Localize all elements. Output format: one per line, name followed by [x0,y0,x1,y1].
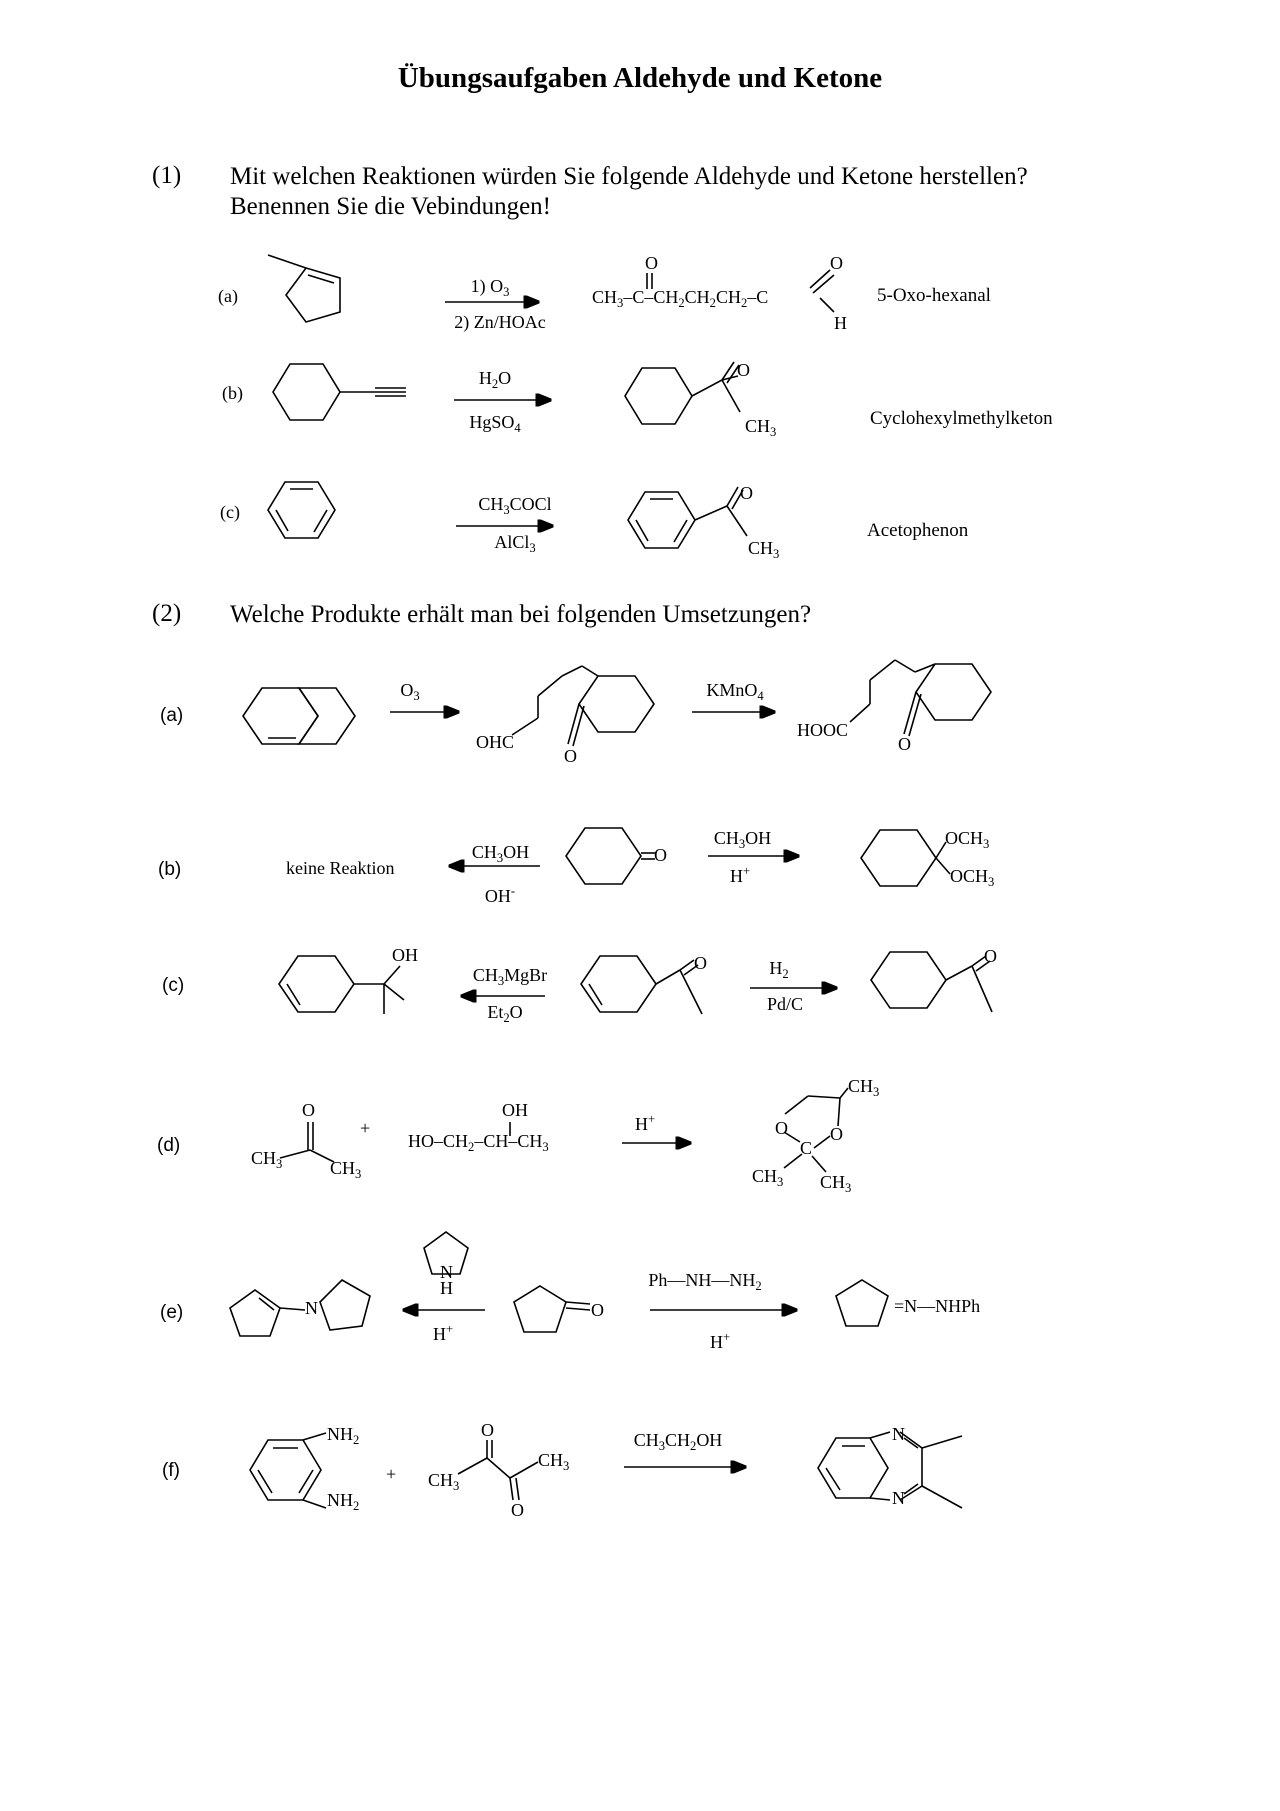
s2d-plus: + [360,1118,371,1138]
s2f-nh2-1: $NH_2$ [327,1424,360,1447]
s2f-diketone-structure [458,1440,538,1500]
s1b-reagent-bottom: HgSO$_4$ [469,412,521,435]
s2e-cyclopentanone-structure [514,1286,590,1332]
s2-item-f-label: (f) [162,1460,180,1481]
s2b-reagent-left-top: $CH_3OH$ [471,842,530,865]
s2f-ch3-left: $CH_3$ [428,1470,460,1493]
s2b-reagent-right-bottom: H+ [729,864,751,886]
s2a-hooc: HOOC [797,720,849,740]
s2c-o2: O [984,946,997,966]
s1c-product-CH3: $CH_3$ [748,538,780,561]
s2e-product-text: =N—NHPh [894,1296,981,1316]
s2d-prod-CH3-right: $CH_3$ [820,1172,852,1195]
s1b-product-O: O [737,360,750,380]
s1c-reagent-top: $CH_3COCl$ [478,494,552,517]
s2d-reagent: H+ [634,1112,656,1134]
s2a-reagent2: KMnO$_4$ [706,680,764,703]
s2-item-e-label: (e) [160,1302,184,1323]
s2c-o1: O [694,953,707,973]
s2f-diamine-structure [250,1433,326,1508]
s1a-product-bonds [647,270,834,312]
s2e-enamine-N: N [305,1298,318,1318]
s2a-octalin-structure [243,688,355,744]
s1-item-b-label: (b) [222,383,243,403]
s2c-alcohol-structure [279,956,404,1014]
s2f-nh2-2: $NH_2$ [327,1490,360,1513]
s2a-product-structure [850,660,991,736]
s2-item-a-label: (a) [160,705,184,726]
s2-item-c-label: (c) [162,975,185,996]
s1a-product-O2: O [830,253,843,273]
s2b-acetal-structure [861,830,950,886]
s2d-prod-CH3-left: $CH_3$ [752,1166,784,1189]
s2d-ketone-CH3-right: $CH_3$ [330,1158,362,1181]
s2b-o: O [654,845,667,865]
s2e-ketone-O: O [591,1300,604,1320]
s2-item-d-label: (d) [157,1135,181,1156]
s1a-product-formula: $CH_3-C-CH_2CH_2CH_2-C$ [592,287,769,310]
s2f-quinoxaline-structure [818,1432,962,1508]
s2b-och3-1: $OCH_3$ [945,828,990,851]
s1c-product-structure [628,487,747,548]
s2d-diol-OH: OH [502,1100,528,1120]
s1a-reagent-bottom: 2) Zn/HOAc [454,312,546,332]
s2d-ketone-O: O [302,1100,315,1120]
s1b-name: Cyclohexylmethylketon [870,408,1053,429]
s1b-reagent-top: $H_2O$ [478,368,512,391]
s2e-reagent-left-bottom: H+ [432,1322,454,1344]
s1b-reactant-structure [273,364,406,420]
s2f-plus: + [386,1464,397,1484]
s2c-reagent-right-bottom: Pd/C [766,994,804,1014]
s2a-o1: O [564,746,577,766]
s2b-cyclohexanone-structure [566,828,655,884]
s2c-reagent-left-bottom: $Et_2O$ [487,1002,523,1025]
s1c-name: Acetophenon [867,520,969,541]
s2e-reagent-right-top: $Ph—NH—NH_2$ [648,1270,762,1293]
s2c-reagent-right-top: $H_2$ [769,958,789,981]
s2d-prod-C: C [800,1138,813,1158]
section1-question-line2: Benennen Sie die Vebindungen! [230,193,551,220]
s1-item-a-label: (a) [218,286,238,306]
s2e-pyrrolidine-structure [424,1232,468,1274]
s2a-ohc: OHC [476,732,515,752]
page-title: Übungsaufgaben Aldehyde und Ketone [397,62,883,94]
section1-number: (1) [152,162,182,189]
s2c-product-structure [871,952,992,1012]
s1c-reactant-structure [268,482,335,538]
s1c-reagent-bottom: AlCl$_3$ [494,532,536,555]
s2d-prod-O2: O [830,1124,843,1144]
s2b-och3-2: $OCH_3$ [950,866,995,889]
s2f-ch3-right: $CH_3$ [538,1450,570,1473]
s2b-reagent-left-bottom: OH- [484,884,516,906]
s1a-reactant-structure [268,255,340,322]
section2-question: Welche Produkte erhält man bei folgenden Umsetzungen? [230,601,812,628]
s2f-reagent: $CH_3CH_2OH$ [633,1430,723,1453]
s2d-diol: $HO-CH_2-CH-CH_3$ [408,1131,549,1154]
s2d-acetone-bonds [280,1122,510,1162]
s1a-product-H: H [834,313,847,333]
s2a-reagent1: $O_3$ [400,680,420,703]
s2e-amine-H: H [440,1278,453,1298]
s2a-o2: O [898,734,911,754]
s1a-reagent-top: 1) $O_3$ [470,276,510,299]
s2f-n2: N [892,1488,905,1508]
s2d-dioxolane-bonds [784,1088,848,1172]
section1-question-line1: Mit welchen Reaktionen würden Sie folgende Aldehyde und Ketone herstellen? [230,163,1028,190]
s2e-enamine-structure [230,1280,370,1336]
s2d-ketone-CH3-left: $CH_3$ [251,1148,283,1171]
s1b-product-CH3: $CH_3$ [745,416,777,439]
s1b-product-structure [625,362,740,424]
s2-item-b-label: (b) [158,859,182,880]
s2e-hydrazone-structure [836,1280,888,1326]
s2d-prod-O1: O [775,1118,788,1138]
s2c-oh: OH [392,945,418,965]
s2f-n1: N [892,1424,905,1444]
s1-item-c-label: (c) [220,502,240,522]
s2c-ketone-structure [581,956,702,1014]
s2f-o1: O [481,1420,494,1440]
s2b-left-product: keine Reaktion [286,858,395,878]
s2c-reagent-left-top: $CH_3MgBr$ [472,965,548,988]
s2a-intermediate-structure [512,666,654,746]
s2b-reagent-right-top: $CH_3OH$ [713,828,772,851]
s2d-prod-CH3-top: $CH_3$ [848,1076,880,1099]
s2e-reagent-right-bottom: H+ [709,1330,731,1352]
s1c-product-O: O [740,483,753,503]
s2f-o2: O [511,1500,524,1520]
s1a-name: 5-Oxo-hexanal [877,285,991,306]
section2-number: (2) [152,600,182,627]
s1a-product-O1: O [645,253,658,273]
s2e-amine-N: N [440,1262,453,1282]
